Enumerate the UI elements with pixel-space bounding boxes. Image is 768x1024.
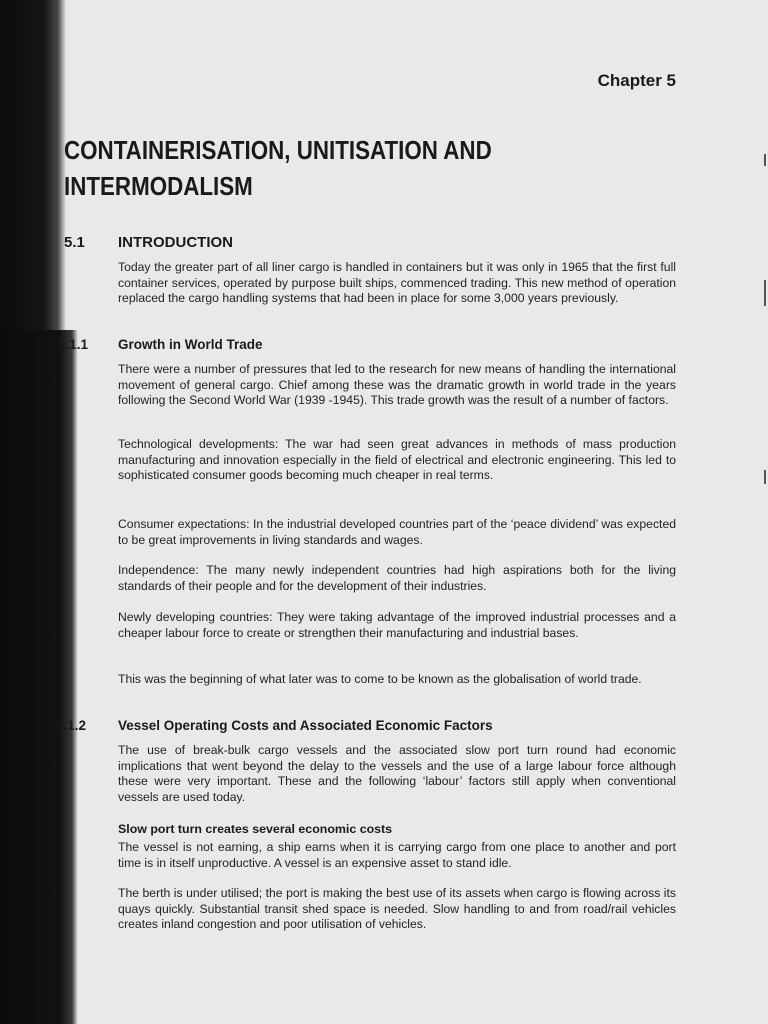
page-edge-mark <box>764 280 766 306</box>
subsection-number: 5.1.2 <box>56 718 87 733</box>
paragraph-growth-3: Consumer expectations: In the industrial developed countries part of the ‘peace dividend’ was expected to be great improvements in living standards and wages. <box>118 517 676 547</box>
subsection-title: Growth in World Trade <box>118 337 263 352</box>
paragraph-slow-2: The berth is under utilised; the port is making the best use of its assets when cargo is flowing across its quays quickly. Substantial transit shed space is needed. Slow handling to and from road/rail vehicles creates inland congestion and poor utilisation of vehicles. <box>118 886 676 932</box>
page-edge-mark <box>764 470 766 484</box>
chapter-title: CONTAINERISATION, UNITISATION AND INTERMODALISM <box>64 135 492 201</box>
subsection-title: Vessel Operating Costs and Associated Economic Factors <box>118 718 493 733</box>
page-edge-mark <box>764 154 766 166</box>
paragraph-growth-1: There were a number of pressures that led to the research for new means of handling the international movement of general cargo. Chief among these was the dramatic growth in world trade in the years following the Second World War (1939 -1945). This trade growth was the result of a number of factors. <box>118 362 676 408</box>
section-title: INTRODUCTION <box>118 234 233 251</box>
paragraph-slow-1: The vessel is not earning, a ship earns when it is carrying cargo from one place to another and port time is in itself unproductive. A vessel is an expensive asset to stand idle. <box>118 840 676 870</box>
section-number: 5.1 <box>64 234 85 251</box>
paragraph-growth-2: Technological developments: The war had seen great advances in methods of mass production manufacturing and innovation especially in the field of electrical and electronic engineering. This led to sophisticated consumer goods becoming much cheaper in real terms. <box>118 437 676 483</box>
paragraph-growth-4: Independence: The many newly independent countries had high aspirations both for the living standards of their people and for the development of their industries. <box>118 563 676 593</box>
subsection-number: 5.1.1 <box>58 337 89 352</box>
paragraph-growth-6: This was the beginning of what later was to come to be known as the globalisation of world trade. <box>118 672 642 686</box>
paragraph-growth-5: Newly developing countries: They were taking advantage of the improved industrial processes and a cheaper labour force to create or strengthen their manufacturing and industrial bases. <box>118 610 676 640</box>
bold-heading: Slow port turn creates several economic costs <box>118 822 393 836</box>
paragraph-intro: Today the greater part of all liner cargo is handled in containers but it was only in 1965 that the first full container services, operated by purpose built ships, commenced trading. This new method of operation replaced the cargo handling systems that had been in place for some 3,000 years previously. <box>118 260 676 306</box>
paragraph-vessel-1: The use of break-bulk cargo vessels and the associated slow port turn round had economic implications that went beyond the delay to the vessels and the use of a large labour force although these were very important. These and the following ‘labour’ factors still apply when conventional vessels are used today. <box>118 743 676 804</box>
chapter-label: Chapter 5 <box>597 71 676 90</box>
